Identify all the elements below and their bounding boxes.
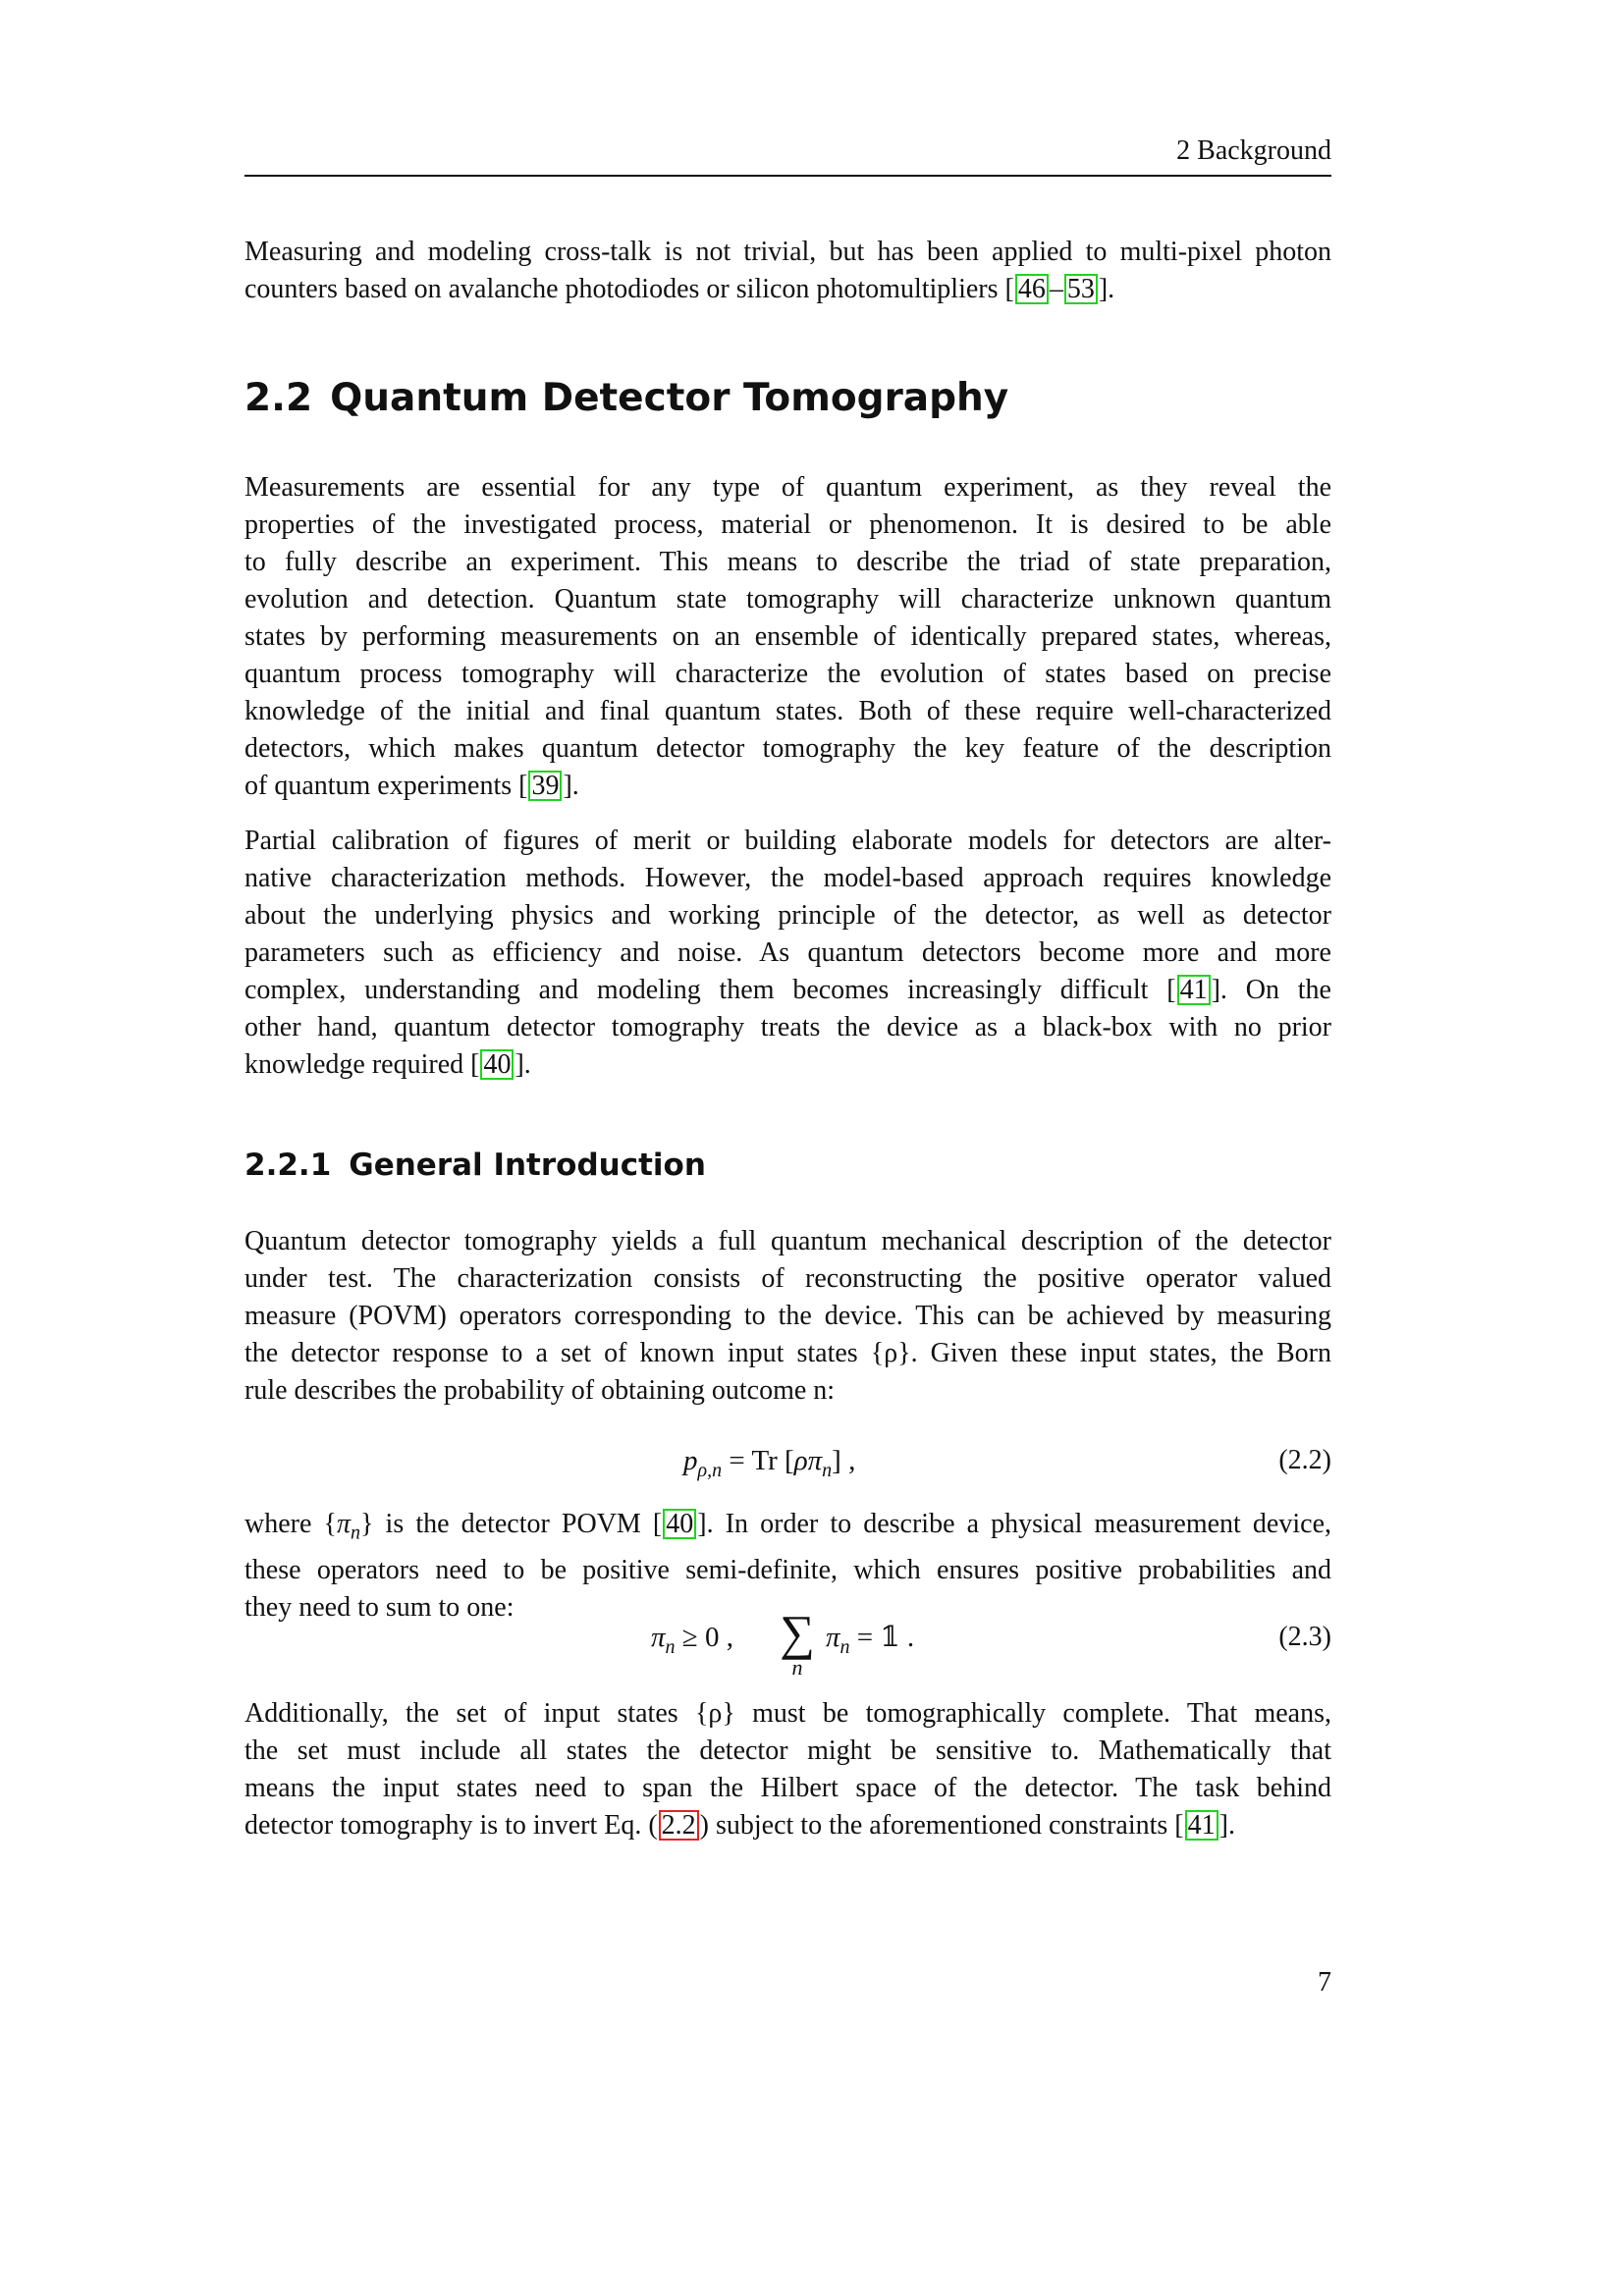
text-line: counters based on avalanche photodiodes or silicon photomultipliers [ 46 – 53 ]. xyxy=(244,274,1115,304)
section-heading xyxy=(244,375,1008,422)
running-head: 2 Background xyxy=(1176,135,1331,166)
paragraph xyxy=(244,1223,1331,1410)
paragraph xyxy=(244,469,1331,805)
text-line: means the input states need to span the Hilbert space of the detector. The task behind xyxy=(244,1773,1331,1803)
equation-number: (2.3) xyxy=(1278,1622,1331,1652)
text-line: to fully describe an experiment. This means to describe the triad of state preparation, xyxy=(244,547,1331,577)
citation-link[interactable]: 46 xyxy=(1015,274,1049,304)
equation-reference-link[interactable]: 2.2 xyxy=(659,1810,699,1841)
section-number: 2.2 xyxy=(244,376,313,420)
text-line: the set must include all states the detector might be sensitive to. Mathematically that xyxy=(244,1735,1331,1766)
citation-link[interactable]: 39 xyxy=(528,771,562,801)
text-line: these operators need to be positive semi-definite, which ensures positive probabilities and xyxy=(244,1554,1331,1585)
citation-link[interactable]: 41 xyxy=(1177,975,1211,1005)
text-line: rule describes the probability of obtaining outcome n: xyxy=(244,1375,836,1406)
text-line: detectors, which makes quantum detector tomography the key feature of the description xyxy=(244,733,1331,764)
subsection-number: 2.2.1 xyxy=(244,1148,332,1183)
text-line: about the underlying physics and working principle of the detector, as well as detector xyxy=(244,900,1331,931)
subsection-title: General Introduction xyxy=(349,1148,706,1183)
page-number: 7 xyxy=(1318,1967,1331,1998)
text-line: Partial calibration of figures of merit or building elaborate models for detectors are alter- xyxy=(244,826,1331,856)
section-title: Quantum Detector Tomography xyxy=(330,376,1009,420)
text-line: under test. The characterization consists of reconstructing the positive operator valued xyxy=(244,1263,1331,1294)
text-line: detector tomography is to invert Eq. ( 2.2 ) subject to the aforementioned constraints [ 41 ]. xyxy=(244,1810,1235,1841)
text-line: Additionally, the set of input states {ρ} must be tomographically complete. That means, xyxy=(244,1698,1331,1729)
text-line: evolution and detection. Quantum state tomography will characterize unknown quantum xyxy=(244,584,1331,614)
text-line: properties of the investigated process, material or phenomenon. It is desired to be able xyxy=(244,509,1331,540)
text-line: Measurements are essential for any type of quantum experiment, as they reveal the xyxy=(244,472,1331,503)
intro-paragraph xyxy=(244,234,1331,308)
header-rule xyxy=(244,175,1331,177)
text-line: knowledge required [ 40 ]. xyxy=(244,1049,531,1080)
subsection-heading xyxy=(244,1146,706,1185)
text-line: the detector response to a set of known input states {ρ}. Given these input states, the Born xyxy=(244,1338,1331,1368)
text-line: native characterization methods. However, the model-based approach requires knowledge xyxy=(244,863,1331,893)
text-line: other hand, quantum detector tomography treats the device as a black-box with no prior xyxy=(244,1012,1331,1042)
text-line: knowledge of the initial and final quantum states. Both of these require well-characterized xyxy=(244,696,1331,726)
equation-body: $p_{\rho,n} = Tr$ $[\rho\pi_n]$ , xyxy=(683,1445,856,1481)
text-line: parameters such as efficiency and noise. As quantum detectors become more and more xyxy=(244,937,1331,968)
citation-link[interactable]: 53 xyxy=(1064,274,1098,304)
paragraph xyxy=(244,1695,1331,1844)
equation-body: $\pi_n \ge 0$ , xyxy=(651,1622,733,1658)
text-line: quantum process tomography will characterize the evolution of states based on precise xyxy=(244,659,1331,689)
text-line: complex, understanding and modeling them becomes increasingly difficult [ 41 ]. On the xyxy=(244,975,1331,1005)
text-line: measure (POVM) operators corresponding to the device. This can be achieved by measuring xyxy=(244,1301,1331,1331)
summation-symbol: ∑ n xyxy=(780,1605,815,1680)
equation-body: $\pi_n$ = 𝟙 . xyxy=(826,1622,915,1658)
text-line: states by performing measurements on an ensemble of identically prepared states, whereas, xyxy=(244,621,1331,652)
equation-number: (2.2) xyxy=(1278,1445,1331,1475)
text-line: they need to sum to one: xyxy=(244,1591,514,1623)
citation-link[interactable]: 40 xyxy=(663,1509,696,1539)
paragraph xyxy=(244,823,1331,1084)
text-line: of quantum experiments [ 39 ]. xyxy=(244,771,579,801)
citation-link[interactable]: 41 xyxy=(1185,1810,1218,1841)
text-line: Measuring and modeling cross-talk is not trivial, but has been applied to multi-pixel photon xyxy=(244,237,1331,267)
citation-link[interactable]: 40 xyxy=(480,1049,514,1080)
text-line: Quantum detector tomography yields a full quantum mechanical description of the detector xyxy=(244,1226,1331,1256)
text-line: where $\{\pi_n\}$ is the detector POVM [ 40 ]. In order to describe a physical measurement device, xyxy=(244,1509,1331,1544)
